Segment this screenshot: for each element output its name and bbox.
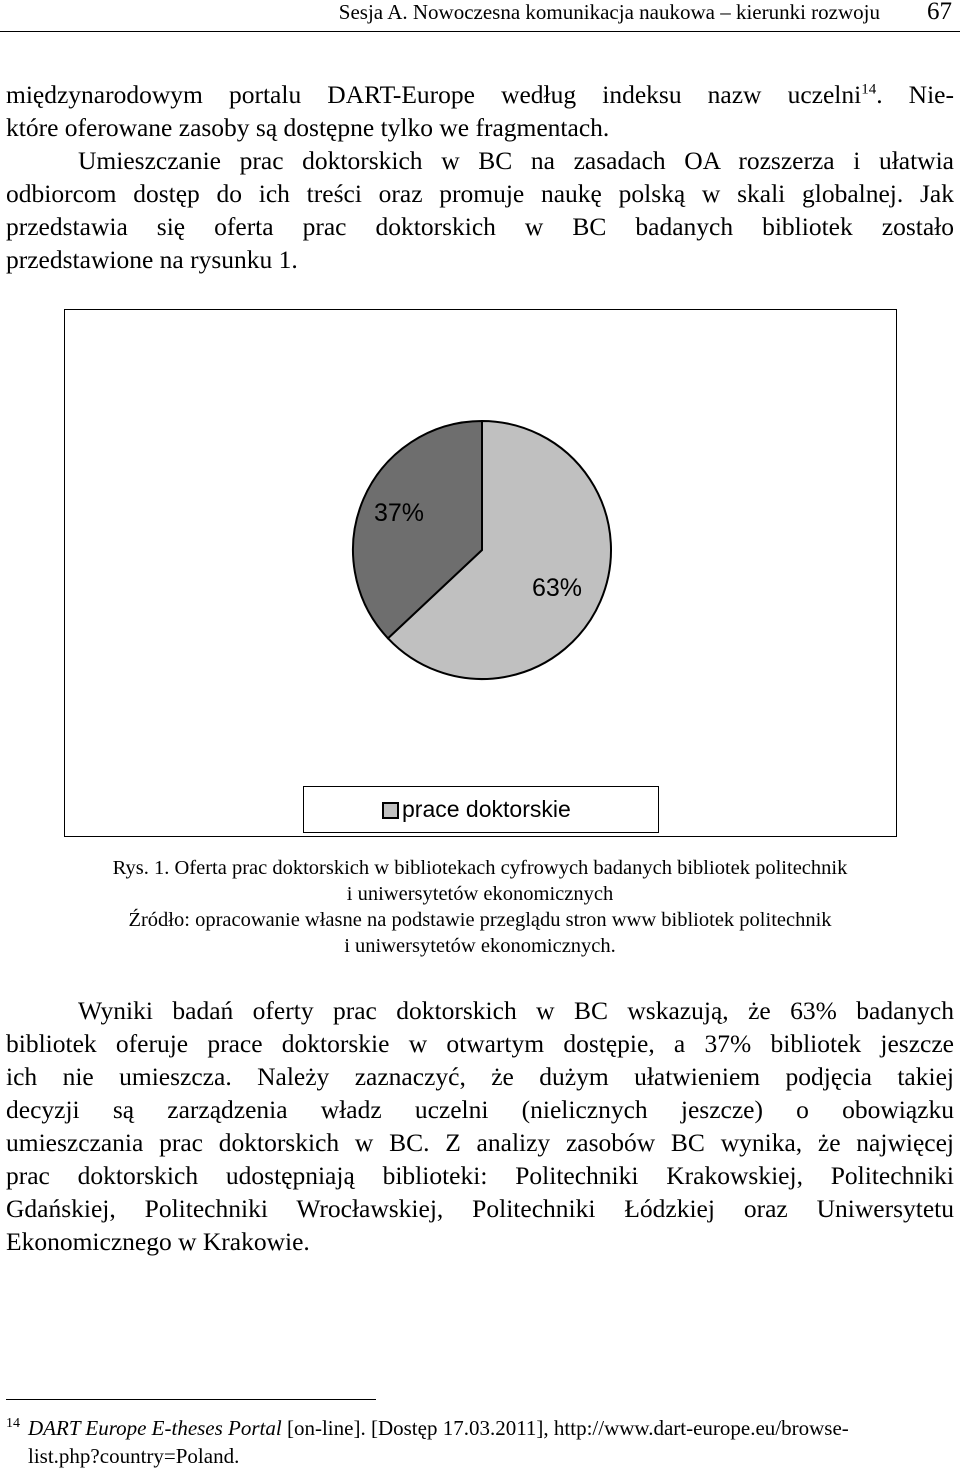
caption-line: Rys. 1. Oferta prac doktorskich w bibliotekach cyfrowych badanych bibliotek politechnik xyxy=(112,857,848,879)
footnote xyxy=(6,1414,954,1470)
slice-label-63: 63% xyxy=(532,574,583,602)
text-line: ich nie umieszcza. Należy zaznaczyć, że dużym ułatwieniem podjęcia takiej xyxy=(6,1062,954,1091)
text-line: umieszczania prac doktorskich w BC. Z analizy zasobów BC wynika, że najwięcej xyxy=(6,1128,954,1157)
running-title: Sesja A. Nowoczesna komunikacja naukowa – kierunki rozwoju xyxy=(338,0,880,24)
text-line: przedstawione na rysunku 1. xyxy=(6,245,298,274)
text-span: międzynarodowym portalu DART-Europe według indeksu nazw uczelni xyxy=(6,80,862,109)
footnote-title: DART Europe E-theses Portal xyxy=(28,1416,282,1440)
text-line: Wyniki badań oferty prac doktorskich w BC wskazują, że 63% badanych xyxy=(78,996,954,1025)
paragraph-results xyxy=(6,994,954,1258)
figure-caption xyxy=(0,855,960,959)
legend-label: prace doktorskie xyxy=(402,796,571,822)
pie-chart-frame xyxy=(64,309,897,837)
footnote-line xyxy=(6,1414,954,1442)
text-line: Ekonomicznego w Krakowie. xyxy=(6,1227,310,1256)
pie-chart xyxy=(65,310,898,838)
text-span: . Nie- xyxy=(876,80,954,109)
legend-swatch xyxy=(382,802,399,819)
source-line: Źródło: opracowanie własne na podstawie przeglądu stron www bibliotek politechnik xyxy=(128,909,832,931)
caption-line: i uniwersytetów ekonomicznych xyxy=(346,883,614,905)
text-line: bibliotek oferuje prace doktorskie w otwartym dostępie, a 37% bibliotek jeszcze xyxy=(6,1029,954,1058)
text-line: decyzji są zarządzenia władz uczelni (nielicznych jeszcze) o obowiązku xyxy=(6,1095,954,1124)
page-header xyxy=(0,0,960,34)
source-line: i uniwersytetów ekonomicznych. xyxy=(344,935,616,957)
text-line: Umieszczanie prac doktorskich w BC na zasadach OA rozszerza i ułatwia xyxy=(78,146,954,175)
text-line: przedstawia się oferta prac doktorskich w BC badanych bibliotek zostało xyxy=(6,212,954,241)
slice-label-37: 37% xyxy=(374,499,425,527)
text-line: Gdańskiej, Politechniki Wrocławskiej, Politechniki Łódzkiej oraz Uniwersytetu xyxy=(6,1194,954,1223)
paragraph-intro xyxy=(6,78,954,276)
footnote-line[interactable]: list.php?country=Poland. xyxy=(28,1444,240,1468)
page-number: 67 xyxy=(927,0,952,25)
footnote-number: 14 xyxy=(6,1416,20,1431)
header-rule xyxy=(0,31,960,32)
footnote-rule xyxy=(6,1399,376,1400)
footnote-text: [on-line]. [Dostęp 17.03.2011], http://www.dart-europe.eu/browse- xyxy=(281,1416,849,1440)
text-line: prac doktorskich udostępniają biblioteki: Politechniki Krakowskiej, Politechniki xyxy=(6,1161,954,1190)
text-line: które oferowane zasoby są dostępne tylko we fragmentach. xyxy=(6,113,610,142)
footnote-ref[interactable]: 14 xyxy=(861,81,877,98)
text-line: odbiorcom dostęp do ich treści oraz promuje naukę polską w skali globalnej. Jak xyxy=(6,179,954,208)
chart-legend xyxy=(303,786,659,833)
text-line xyxy=(6,78,954,111)
